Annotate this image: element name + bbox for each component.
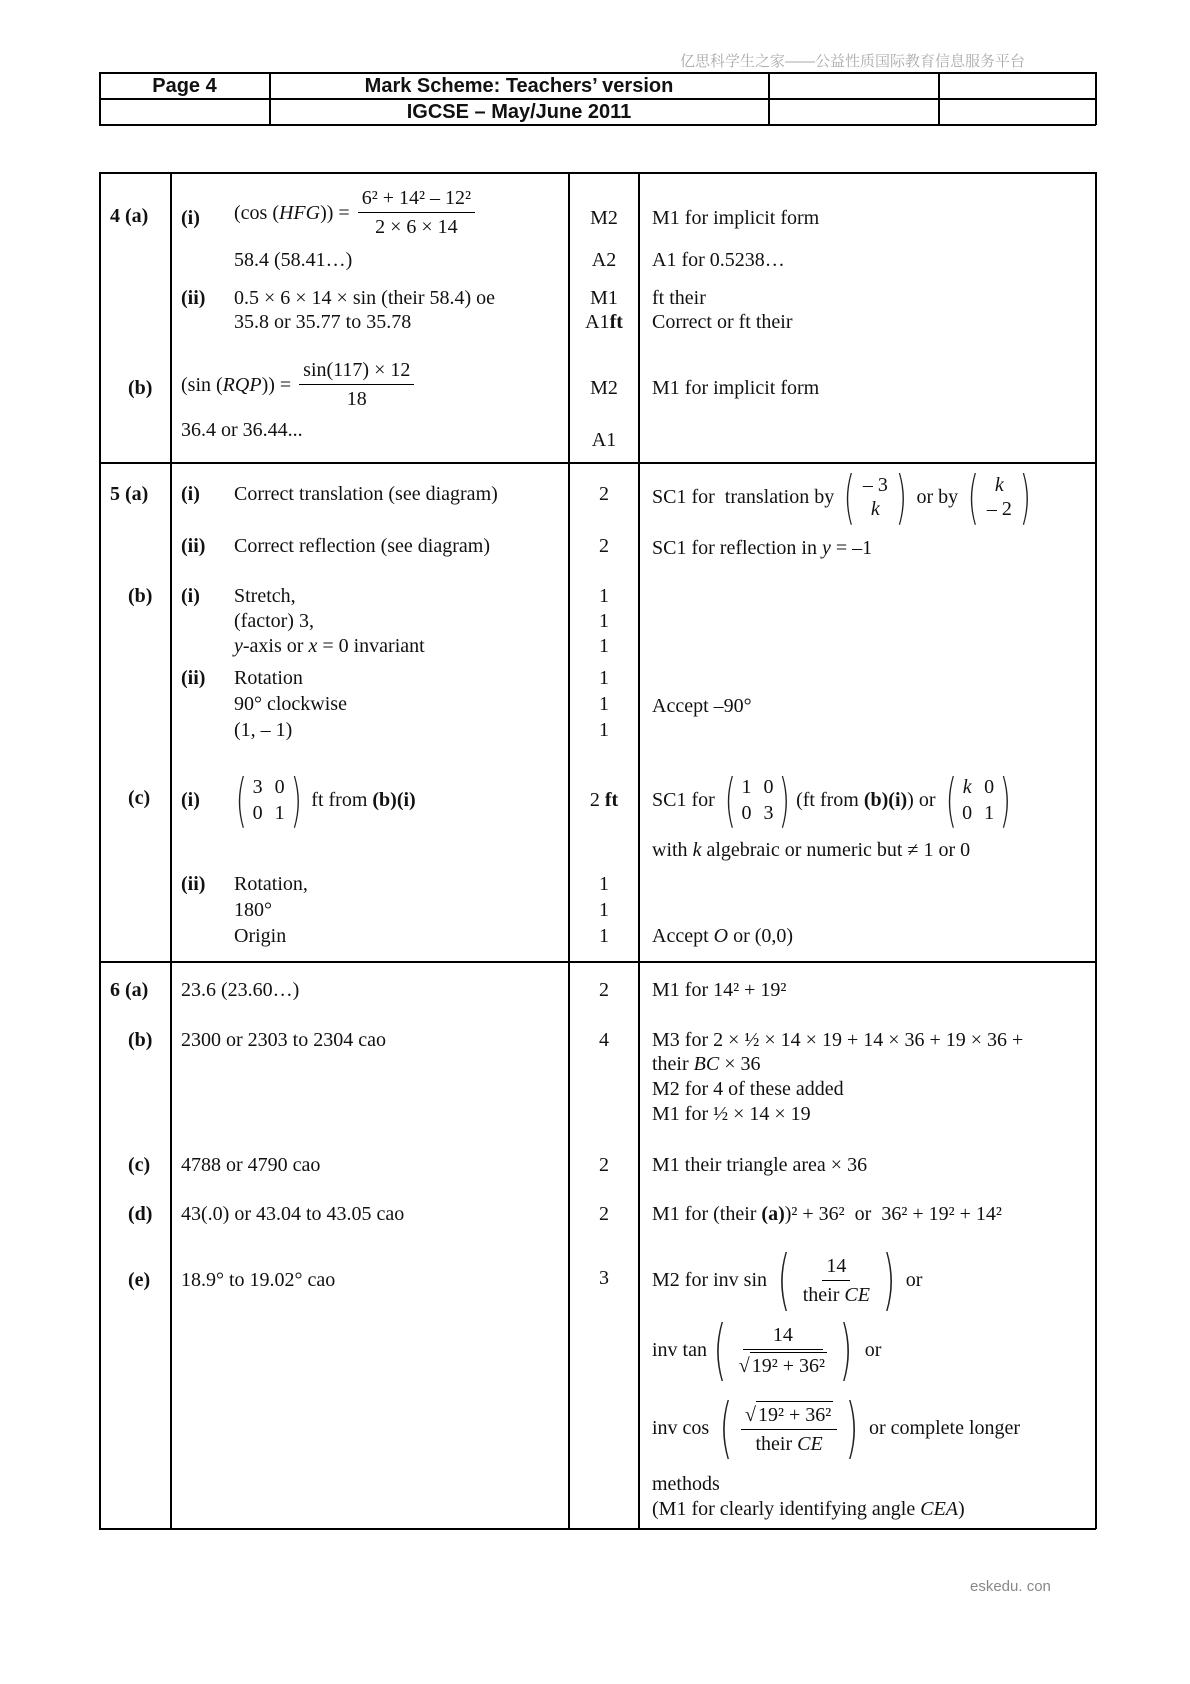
q5-c-i-suffix: ft from — [311, 789, 373, 811]
q6-note-d-post: )² + 36² or 36² + 19² + 14² — [784, 1203, 1002, 1225]
q4-a-i-lhs-post: )) = — [320, 201, 350, 224]
q6-a-answer: 23.6 (23.60…) — [181, 979, 300, 1001]
q6-note-b3: M2 for 4 of these added — [652, 1078, 844, 1100]
q6-note-b4: M1 for ½ × 14 × 19 — [652, 1103, 811, 1125]
right-paren: ) — [999, 766, 1012, 834]
q4-a-ii-label: (ii) — [181, 287, 206, 309]
q6-mark-b: 4 — [599, 1029, 609, 1051]
q5-b-i-label: (i) — [181, 585, 200, 607]
q5-c-ii-line2: 180° — [234, 899, 272, 921]
q4-a-i-expression — [234, 186, 477, 239]
q6-note-b2-post: × 36 — [719, 1053, 761, 1075]
right-paren: ) — [839, 1311, 853, 1388]
q5-note-c-line2-post: algebraic or numeric but ≠ 1 or 0 — [701, 839, 971, 861]
q4-note-2: A1 for 0.5238… — [652, 249, 785, 271]
header-page: Page 4 — [152, 75, 217, 97]
denominator — [751, 1430, 826, 1456]
q5-label: 5 (a) — [110, 483, 149, 505]
q5-b-i-invariant: = 0 invariant — [317, 635, 425, 657]
q6-note-b2-pre: their — [652, 1053, 694, 1075]
q4-mark-6: A1 — [591, 429, 617, 451]
matrix-cell: 0 — [252, 802, 263, 824]
q4-a-i-var: HFG — [278, 201, 321, 224]
q4-b-fraction — [299, 358, 414, 411]
q6-e-answer: 18.9° to 19.02° cao — [181, 1269, 336, 1291]
q6-note-e-cos-group — [713, 1389, 865, 1466]
q6-mark-d: 2 — [599, 1203, 609, 1225]
matrix-cell: 0 — [962, 802, 973, 824]
right-paren: ) — [290, 766, 302, 834]
q6-note-e-cos — [652, 1390, 1020, 1466]
q5-note-c-mid-bold: (b)(i) — [863, 789, 908, 811]
q6-note-d-bold: (a) — [761, 1203, 785, 1225]
q6-note-e-tan-fraction — [735, 1323, 831, 1378]
q6-b-label: (b) — [128, 1029, 153, 1051]
q5-b-i-line3 — [234, 634, 425, 658]
q5-note-reflection-var: y — [821, 537, 831, 559]
q5-a-i-text: Correct translation (see diagram) — [234, 483, 498, 505]
radical-sign: √ — [738, 1354, 750, 1377]
matrix-cell: k — [962, 776, 972, 798]
q4-note-4: Correct or ft their — [652, 311, 793, 333]
q4-b-expression — [181, 358, 416, 411]
q4-mark-4-a: A1 — [585, 311, 610, 333]
q4-mark-3: M1 — [590, 287, 618, 309]
q6-note-d — [652, 1202, 1002, 1226]
q4-a-i-label: (i) — [181, 207, 200, 229]
right-paren: ) — [882, 1241, 896, 1318]
vector-column — [985, 473, 1014, 521]
q5-c-ii-line1: Rotation, — [234, 873, 308, 895]
q4-label: 4 (a) — [110, 205, 149, 227]
q6-note-e-or-2: or — [864, 1339, 882, 1361]
denominator — [799, 1281, 874, 1307]
q5-b-ii-line2: 90° clockwise — [234, 693, 347, 715]
q5-note-or-by: or by — [916, 486, 959, 508]
q6-note-e-sin-fraction — [799, 1254, 874, 1307]
denominator-root — [735, 1350, 831, 1378]
their-text: their — [755, 1432, 798, 1455]
q4-mark-5: M2 — [590, 377, 618, 399]
q6-note-e-cos-tail: or complete longer — [868, 1417, 1021, 1439]
q5-mark-10: 1 — [599, 873, 609, 895]
q6-note-e-tan — [652, 1311, 882, 1388]
q5-note-c-line2 — [652, 838, 970, 862]
q5-note-translation — [652, 464, 1036, 530]
matrix-grid — [741, 776, 773, 824]
q5-mark-6: 1 — [599, 667, 609, 689]
q4-mark-1: M2 — [590, 207, 618, 229]
q5-mark-11: 1 — [599, 899, 609, 921]
q6-c-label: (c) — [128, 1154, 151, 1176]
left-paren: ( — [724, 766, 736, 834]
q6-mark-e: 3 — [599, 1267, 609, 1289]
q5-mark-3: 1 — [599, 585, 609, 607]
right-paren: ) — [1019, 463, 1031, 531]
q5-mark-8: 1 — [599, 719, 609, 741]
numerator-root — [741, 1401, 837, 1430]
q6-e-label: (e) — [128, 1269, 151, 1291]
q6-note-e-cos-label: inv cos — [652, 1417, 710, 1439]
q5-note-c-line2-var: k — [692, 839, 702, 861]
q6-label: 6 (a) — [110, 979, 149, 1001]
q6-mark-a: 2 — [599, 979, 609, 1001]
q5-mark-9-a: 2 — [589, 789, 605, 811]
vector-cell: – 2 — [986, 498, 1012, 520]
q5-note-vector-2 — [962, 463, 1036, 531]
q5-c-i-label: (i) — [181, 789, 200, 811]
header-title: Mark Scheme: Teachers’ version — [364, 75, 674, 97]
q6-note-c: M1 their triangle area × 36 — [652, 1154, 868, 1176]
left-paren: ( — [719, 1389, 733, 1466]
q6-d-label: (d) — [128, 1203, 153, 1225]
q6-note-e-methods: methods — [652, 1473, 720, 1495]
left-paren: ( — [235, 766, 247, 834]
left-paren: ( — [967, 463, 980, 531]
q4-b-numerator: sin(117) × 12 — [299, 358, 414, 385]
q4-note-5: M1 for implicit form — [652, 377, 820, 399]
q4-note-1: M1 for implicit form — [652, 207, 820, 229]
q5-note-accept-O-post: or (0,0) — [728, 925, 794, 947]
q4-b-lhs-post: )) = — [261, 373, 292, 396]
q5-note-c-mid: (ft from — [796, 789, 864, 811]
q5-c-i-expression — [230, 766, 416, 834]
q6-note-b2 — [652, 1052, 761, 1076]
q6-c-answer: 4788 or 4790 cao — [181, 1154, 321, 1176]
left-paren: ( — [713, 1311, 727, 1388]
q5-mark-2: 2 — [599, 535, 609, 557]
q4-mark-4-ft: ft — [609, 311, 623, 333]
q6-note-e-last — [652, 1497, 965, 1521]
q5-c-i-matrix — [230, 766, 307, 834]
q5-note-reflection-rest: = –1 — [830, 537, 873, 559]
q6-note-e-tan-label: inv tan — [652, 1339, 707, 1361]
q5-b-i-var-x: x — [308, 635, 318, 657]
q4-mark-2: A2 — [591, 249, 617, 271]
matrix-cell: 1 — [984, 802, 995, 824]
vector-cell: – 3 — [862, 474, 888, 496]
q4-a-i-denominator: 2 × 6 × 14 — [375, 216, 458, 238]
matrix-grid — [962, 776, 994, 824]
q4-b-lhs-pre: (sin ( — [181, 373, 223, 396]
q5-note-c-line2-pre: with — [652, 839, 693, 861]
ce-var: CE — [797, 1432, 823, 1455]
q6-note-b1: M3 for 2 × ½ × 14 × 19 + 14 × 36 + 19 × 36 + — [652, 1029, 1024, 1051]
q5-mark-1: 2 — [599, 483, 609, 505]
numerator: 14 — [822, 1254, 850, 1281]
left-paren: ( — [777, 1241, 791, 1318]
q4-b-denominator: 18 — [346, 388, 367, 410]
q6-note-e-last-post: ) — [958, 1498, 965, 1520]
q6-note-e-sin-group — [771, 1241, 902, 1318]
q4-b-answer: 36.4 or 36.44... — [181, 419, 303, 441]
q5-b-i-var-y: y — [234, 635, 243, 657]
q4-a-i-lhs-pre: (cos ( — [234, 201, 279, 224]
q5-c-ii-line3: Origin — [234, 925, 287, 947]
q5-mark-4: 1 — [599, 610, 609, 632]
q5-note-accept-O-var: O — [713, 925, 729, 947]
q4-b-var: RQP — [222, 373, 262, 396]
header-subtitle: IGCSE – May/June 2011 — [406, 101, 632, 123]
q6-note-e-or-1: or — [905, 1269, 923, 1291]
q5-b-i-line2: (factor) 3, — [234, 610, 314, 632]
radicand: 19² + 36² — [756, 1401, 833, 1427]
q5-note-c-mid-end: ) or — [907, 789, 936, 811]
q5-note-c-i — [652, 766, 1017, 834]
q5-note-sc1-translation: SC1 for translation by — [652, 486, 835, 508]
q5-b-ii-line3: (1, – 1) — [234, 719, 293, 741]
q5-mark-9 — [570, 788, 638, 812]
matrix-cell: 1 — [274, 802, 285, 824]
q6-b-answer: 2300 or 2303 to 2304 cao — [181, 1029, 386, 1051]
matrix-cell: 0 — [274, 776, 285, 798]
left-paren: ( — [843, 463, 856, 531]
q5-b-i-line1: Stretch, — [234, 585, 296, 607]
q5-mark-12: 1 — [599, 925, 609, 947]
left-paren: ( — [945, 766, 957, 834]
q6-note-d-pre: M1 for (their — [652, 1203, 762, 1225]
q5-note-c-matrix-1 — [719, 766, 796, 834]
q5-a-ii-label: (ii) — [181, 535, 206, 557]
q4-a-i-fraction — [358, 186, 475, 239]
right-paren: ) — [779, 766, 791, 834]
q5-note-c-matrix-2 — [940, 766, 1017, 834]
vector-cell: k — [994, 474, 1004, 496]
q5-note-c-sc1: SC1 for — [652, 789, 715, 811]
matrix-cell: 1 — [741, 776, 752, 798]
numerator: 14 — [743, 1323, 823, 1350]
radical-sign: √ — [744, 1403, 756, 1426]
q5-note-accept-90: Accept –90° — [652, 695, 752, 717]
q5-a-i-label: (i) — [181, 483, 200, 505]
q5-b-label: (b) — [128, 585, 153, 607]
q6-note-e-last-pre: (M1 for clearly identifying angle — [652, 1498, 921, 1520]
q4-b-label: (b) — [128, 377, 153, 399]
watermark-bottom: eskedu. con — [970, 1578, 1051, 1595]
radicand: 19² + 36² — [750, 1352, 827, 1378]
their-text: their — [802, 1283, 845, 1306]
q5-c-i-matrix-grid — [253, 776, 285, 824]
q4-a-ii-line2: 35.8 or 35.77 to 35.78 — [234, 311, 412, 333]
ce-var: CE — [844, 1283, 870, 1306]
q4-a-ii-line1: 0.5 × 6 × 14 × sin (their 58.4) oe — [234, 287, 496, 309]
right-paren: ) — [895, 463, 907, 531]
q6-note-e-last-var: CEA — [920, 1498, 959, 1520]
q5-c-ii-label: (ii) — [181, 873, 206, 895]
right-paren: ) — [845, 1389, 859, 1466]
q6-note-e-cos-fraction — [741, 1401, 837, 1456]
matrix-cell: 0 — [741, 802, 752, 824]
q4-note-3: ft their — [652, 287, 706, 309]
q6-d-answer: 43(.0) or 43.04 to 43.05 cao — [181, 1203, 405, 1225]
q6-note-a: M1 for 14² + 19² — [652, 979, 787, 1001]
vector-cell: k — [870, 498, 880, 520]
q5-b-ii-label: (ii) — [181, 667, 206, 689]
q4-a-i-numerator: 6² + 14² – 12² — [358, 186, 475, 213]
q5-mark-7: 1 — [599, 693, 609, 715]
q6-note-e-tan-group — [707, 1311, 859, 1388]
q5-c-i-suffix-bold: (b)(i) — [372, 789, 416, 811]
q5-note-sc1-reflection: SC1 for reflection in — [652, 537, 822, 559]
matrix-cell: 0 — [984, 776, 995, 798]
matrix-cell: 3 — [252, 776, 263, 798]
q5-mark-5: 1 — [599, 635, 609, 657]
q4-a-i-answer: 58.4 (58.41…) — [234, 249, 353, 271]
q6-note-e-sin-label: M2 for inv sin — [652, 1269, 767, 1291]
q4-mark-4 — [570, 310, 638, 334]
q5-note-accept-O-pre: Accept — [652, 925, 714, 947]
q5-a-ii-text: Correct reflection (see diagram) — [234, 535, 490, 557]
watermark-top: 亿思科学生之家——公益性质国际教育信息服务平台 — [680, 53, 1026, 70]
matrix-cell: 0 — [763, 776, 774, 798]
q5-mark-9-ft: ft — [604, 789, 619, 811]
vector-column — [861, 473, 890, 521]
matrix-cell: 3 — [763, 802, 774, 824]
q5-b-i-axis: -axis or — [242, 635, 309, 657]
q5-note-vector-1 — [838, 463, 912, 531]
q5-b-ii-line1: Rotation — [234, 667, 303, 689]
q6-note-e-sin — [652, 1241, 923, 1318]
q5-note-reflection — [652, 536, 872, 560]
q6-mark-c: 2 — [599, 1154, 609, 1176]
q6-note-b2-var: BC — [693, 1053, 720, 1075]
q5-c-label: (c) — [128, 787, 151, 809]
q5-note-accept-origin — [652, 924, 793, 948]
